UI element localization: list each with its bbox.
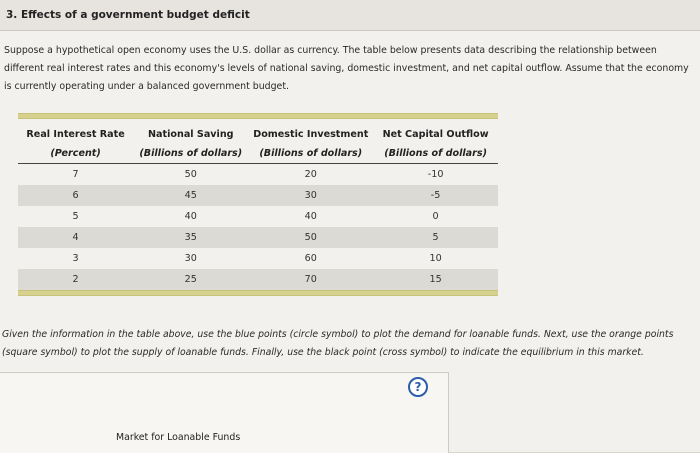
- col-unit-domestic-investment: (Billions of dollars): [248, 144, 373, 164]
- cell-domestic-investment: 40: [248, 206, 373, 227]
- cell-interest-rate: 3: [18, 248, 133, 269]
- cell-national-saving: 40: [133, 206, 248, 227]
- table-row: [18, 206, 498, 227]
- cell-interest-rate: 2: [18, 269, 133, 290]
- question-title: 3. Effects of a government budget deficit: [6, 9, 250, 21]
- cell-domestic-investment: 30: [248, 185, 373, 206]
- col-unit-national-saving: (Billions of dollars): [133, 144, 248, 164]
- cell-net-capital-outflow: -5: [373, 185, 498, 206]
- cell-domestic-investment: 50: [248, 227, 373, 248]
- col-unit-interest-rate: (Percent): [18, 144, 133, 164]
- col-header-national-saving: National Saving: [148, 129, 234, 140]
- loanable-funds-table: [18, 125, 498, 290]
- table-row: [18, 269, 498, 290]
- table-row: [18, 248, 498, 269]
- table-unit-row: [18, 144, 498, 164]
- help-question-icon[interactable]: ?: [408, 377, 428, 397]
- cell-interest-rate: 7: [18, 164, 133, 186]
- col-header-interest-rate: Real Interest Rate: [26, 129, 125, 140]
- data-table-container: [18, 113, 498, 296]
- col-header-net-capital-outflow: Net Capital Outflow: [382, 129, 489, 140]
- table-row: [18, 185, 498, 206]
- cell-national-saving: 30: [133, 248, 248, 269]
- table-header-row: [18, 125, 498, 144]
- instructions-paragraph: Given the information in the table above, use the blue points (circle symbol) to plot the demand for loanable funds. Next, use the orange points (square symbol) to plot the supply of loanable funds. Finally, use the black point (cross symbol) to indicate the equilibrium in this market.: [2, 329, 674, 358]
- graph-title: Market for Loanable Funds: [116, 432, 241, 443]
- cell-interest-rate: 5: [18, 206, 133, 227]
- cell-interest-rate: 4: [18, 227, 133, 248]
- cell-domestic-investment: 70: [248, 269, 373, 290]
- col-unit-net-capital-outflow: (Billions of dollars): [373, 144, 498, 164]
- cell-national-saving: 35: [133, 227, 248, 248]
- cell-national-saving: 45: [133, 185, 248, 206]
- cell-net-capital-outflow: 0: [373, 206, 498, 227]
- cell-net-capital-outflow: 15: [373, 269, 498, 290]
- cell-domestic-investment: 60: [248, 248, 373, 269]
- cell-interest-rate: 6: [18, 185, 133, 206]
- cell-net-capital-outflow: -10: [373, 164, 498, 186]
- cell-net-capital-outflow: 5: [373, 227, 498, 248]
- question-header: [0, 0, 700, 31]
- cell-domestic-investment: 20: [248, 164, 373, 186]
- intro-paragraph: Suppose a hypothetical open economy uses the U.S. dollar as currency. The table below presents data describing the relationship between different real interest rates and this economy's levels of national saving, domestic investment, and net capital outflow. Assume that the economy is currently operating under a balanced government budget.: [4, 45, 689, 92]
- table-row: [18, 164, 498, 186]
- cell-net-capital-outflow: 10: [373, 248, 498, 269]
- table-bottom-rule: [18, 290, 498, 296]
- table-row: [18, 227, 498, 248]
- cell-national-saving: 25: [133, 269, 248, 290]
- col-header-domestic-investment: Domestic Investment: [253, 129, 369, 140]
- cell-national-saving: 50: [133, 164, 248, 186]
